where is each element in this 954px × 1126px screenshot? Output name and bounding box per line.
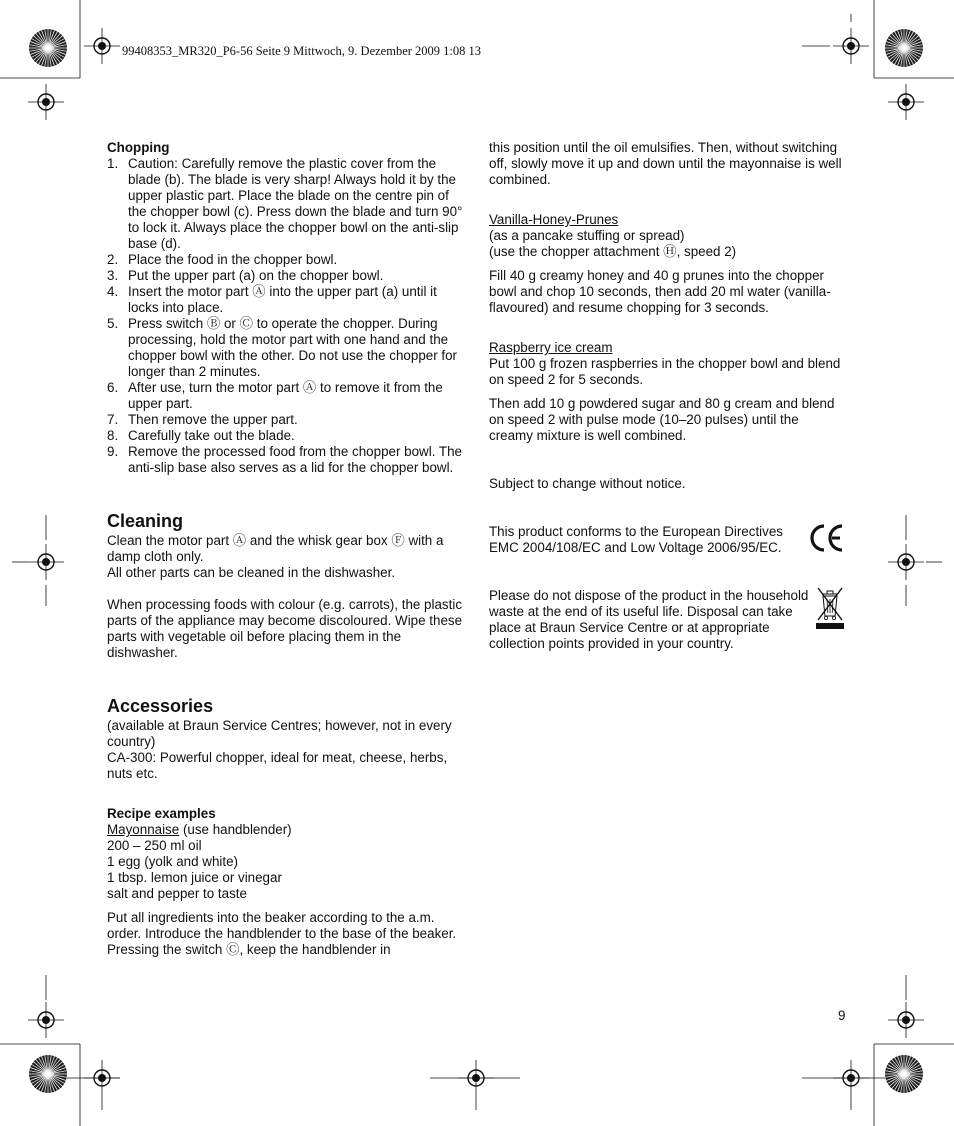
chopping-steps	[107, 156, 463, 476]
step-text: Press switch Ⓑ or Ⓒ to operate the chopper. During processing, hold the motor part with one hand and the chopper bowl with the other. Do not use the chopper for longer than 2 minutes.	[128, 316, 458, 379]
ce-notice	[489, 524, 845, 556]
step-number: 9.	[107, 444, 119, 459]
mayo-note: (use handblender)	[179, 822, 292, 837]
chopping-step	[107, 412, 463, 428]
registration-mark-dot	[847, 42, 855, 50]
step-number: 7.	[107, 412, 119, 427]
print-header: 99408353_MR320_P6-56 Seite 9 Mittwoch, 9. Dezember 2009 1:08 13	[122, 44, 481, 58]
recipes-title: Recipe examples	[107, 806, 216, 821]
step-number: 5.	[107, 316, 119, 331]
weee-bin-icon	[815, 584, 845, 630]
chopping-step	[107, 380, 463, 412]
cleaning-p3: When processing foods with colour (e.g. carrots), the plastic parts of the appliance may become discoloured. Wipe these parts with vegetable oil before placing them in the dishwasher.	[107, 597, 463, 660]
chopping-step	[107, 156, 463, 252]
mayo-ingredients	[107, 838, 463, 902]
ingredient: 1 tbsp. lemon juice or vinegar	[107, 870, 282, 885]
vanilla-method: Fill 40 g creamy honey and 40 g prunes into the chopper bowl and chop 10 seconds, then add 20 ml water (vanilla-flavoured) and resume chopping for 3 seconds.	[489, 268, 831, 315]
mayo-heading	[107, 822, 463, 838]
ce-mark-icon	[809, 522, 845, 554]
vanilla-title: Vanilla-Honey-Prunes	[489, 212, 619, 227]
cleaning-p2: All other parts can be cleaned in the dishwasher.	[107, 565, 396, 580]
registration-mark-dot	[42, 1016, 50, 1024]
cleaning-title: Cleaning	[107, 511, 184, 531]
chopping-step	[107, 252, 463, 268]
chopping-title: Chopping	[107, 140, 170, 155]
step-number: 2.	[107, 252, 119, 267]
registration-mark-dot	[42, 98, 50, 106]
mayo-method: Put all ingredients into the beaker according to the a.m. order. Introduce the handblender to the base of the beaker. Pressing the switch Ⓒ, keep the handblender in	[107, 910, 457, 957]
page-number: 9	[838, 1008, 846, 1023]
raspberry-title: Raspberry ice cream	[489, 340, 613, 355]
step-text: Remove the processed food from the chopper bowl. The anti-slip base also serves as a lid for the chopper bowl.	[128, 444, 462, 475]
ingredient: salt and pepper to taste	[107, 886, 247, 901]
step-number: 6.	[107, 380, 119, 395]
step-text: Put the upper part (a) on the chopper bowl.	[128, 268, 384, 283]
accessories-title: Accessories	[107, 696, 214, 716]
step-text: Caution: Carefully remove the plastic cover from the blade (b). The blade is very sharp! Always hold it by the upper plastic part. Place the blade on the centre pin of the chopper bowl (c). Press down the blade and turn 90° to lock it. Always place the chopper bowl on the anti-slip base (d).	[128, 156, 463, 251]
registration-mark-dot	[42, 558, 50, 566]
raspberry-p2: Then add 10 g powdered sugar and 80 g cream and blend on speed 2 with pulse mode (10–20 pulses) until the creamy mixture is well combined.	[489, 396, 835, 443]
step-number: 8.	[107, 428, 119, 443]
step-text: Place the food in the chopper bowl.	[128, 252, 338, 267]
step-number: 4.	[107, 284, 119, 299]
registration-mark-dot	[98, 42, 106, 50]
step-text: After use, turn the motor part Ⓐ to remove it from the upper part.	[128, 380, 443, 411]
mayo-name: Mayonnaise	[107, 822, 180, 837]
registration-mark-dot	[902, 558, 910, 566]
step-text: Then remove the upper part.	[128, 412, 298, 427]
chopping-step	[107, 428, 463, 444]
step-text: Carefully take out the blade.	[128, 428, 295, 443]
vanilla-sub1: (as a pancake stuffing or spread)	[489, 228, 685, 243]
accessories-p1: (available at Braun Service Centres; however, not in every country)	[107, 718, 452, 749]
step-text: Insert the motor part Ⓐ into the upper part (a) until it locks into place.	[128, 284, 437, 315]
ce-text: This product conforms to the European Directives EMC 2004/108/EC and Low Voltage 2006/95/EC.	[489, 524, 783, 555]
chopping-step	[107, 444, 463, 476]
vanilla-sub2: (use the chopper attachment Ⓗ, speed 2)	[489, 244, 737, 259]
change-notice: Subject to change without notice.	[489, 476, 686, 491]
registration-mark-dot	[902, 1016, 910, 1024]
disposal-notice	[489, 588, 845, 652]
step-number: 3.	[107, 268, 119, 283]
cleaning-p1: Clean the motor part Ⓐ and the whisk gear box Ⓕ with a damp cloth only.	[107, 533, 444, 564]
ingredient: 1 egg (yolk and white)	[107, 854, 239, 869]
ingredient: 200 – 250 ml oil	[107, 838, 202, 853]
right-column	[489, 140, 845, 652]
registration-mark-dot	[902, 98, 910, 106]
chopping-step	[107, 268, 463, 284]
disposal-text: Please do not dispose of the product in the household waste at the end of its useful life. Disposal can take place at Braun Service Centre or at appropriate collection points provided in your country.	[489, 588, 809, 651]
raspberry-p1: Put 100 g frozen raspberries in the chopper bowl and blend on speed 2 for 5 seconds.	[489, 356, 841, 387]
step-number: 1.	[107, 156, 119, 171]
chopping-step	[107, 284, 463, 316]
accessories-p2: CA-300: Powerful chopper, ideal for meat, cheese, herbs, nuts etc.	[107, 750, 448, 781]
mayo-method-cont: this position until the oil emulsifies. Then, without switching off, slowly move it up and down until the mayonnaise is well combined.	[489, 140, 842, 187]
chopping-step	[107, 316, 463, 380]
left-column	[107, 140, 463, 958]
